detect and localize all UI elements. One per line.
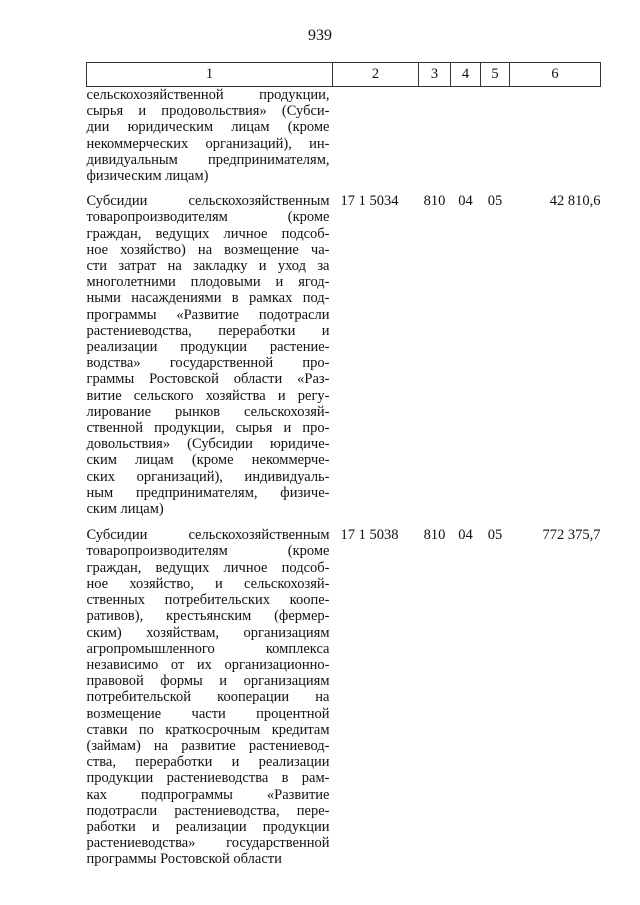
description-line: товаропроизводителям (кроме — [86, 543, 330, 560]
row-description — [87, 192, 333, 526]
column-header-5: 5 — [481, 63, 510, 87]
row-col5 — [481, 87, 510, 193]
row-col5: 05 — [487, 527, 503, 544]
column-header-2: 2 — [333, 63, 419, 87]
description-line: граждан, ведущих личное подсоб- — [86, 559, 330, 576]
row-code — [333, 87, 419, 193]
description-line: работки и реализации продукции — [86, 818, 330, 835]
row-amount — [510, 87, 601, 193]
budget-table — [86, 62, 601, 868]
description-line: довольствия» (Субсидии юридиче- — [86, 436, 330, 453]
row-description — [87, 526, 333, 867]
description-line: сырья и продовольствия» (Субси- — [86, 103, 330, 120]
row-col3: 810 — [423, 527, 446, 544]
description-line: ским лицам (кроме некоммерче- — [86, 452, 330, 469]
description-line: ным предпринимателям, физиче- — [86, 484, 330, 501]
description-line: многолетними плодовыми и ягод- — [86, 274, 330, 291]
description-line: сти затрат на закладку и уход за — [86, 258, 330, 275]
description-line: товаропроизводителям (кроме — [86, 209, 330, 226]
description-line: граммы Ростовской области «Раз- — [86, 371, 330, 388]
description-line: возмещение части процентной — [86, 705, 330, 722]
description-line: ное хозяйство, и сельскохозяй- — [86, 575, 330, 592]
description-line: программы «Развитие подотрасли — [86, 306, 330, 323]
page-number: 939 — [308, 27, 332, 44]
description-line: ским лицам) — [86, 501, 164, 518]
row-col5: 05 — [487, 193, 503, 210]
table-header — [87, 63, 601, 87]
description-line: потребительской кооперации на — [86, 689, 330, 706]
description-line: граждан, ведущих личное подсоб- — [86, 225, 330, 242]
description-line: продукции растениеводства в рам- — [86, 770, 330, 787]
description-line: ными насаждениями в рамках под- — [86, 290, 330, 307]
row-col3 — [419, 87, 451, 193]
description-line: ративов), крестьянским (фермер- — [86, 608, 330, 625]
column-header-6: 6 — [510, 63, 601, 87]
description-line: лирование рынков сельскохозяй- — [86, 403, 330, 420]
description-line: реализации продукции растение- — [86, 339, 330, 356]
row-amount: 42 810,6 — [549, 193, 601, 210]
description-line: ства, переработки и реализации — [86, 754, 330, 771]
row-col3: 810 — [423, 193, 446, 210]
description-line: ное хозяйство) на возмещение ча- — [86, 241, 330, 258]
description-line: правовой формы и организациям — [86, 673, 330, 690]
description-line: ках подпрограммы «Развитие — [86, 786, 330, 803]
description-line: витие сельского хозяйства и регу- — [86, 387, 330, 404]
description-line: (займам) на развитие растениевод- — [86, 737, 330, 754]
header-row — [87, 63, 601, 87]
description-line: подотрасли растениеводства, пере- — [86, 802, 330, 819]
row-code: 17 1 5034 — [340, 193, 399, 210]
description-line: дии юридическим лицам (кроме — [86, 119, 330, 136]
column-header-3: 3 — [419, 63, 451, 87]
description-line: растениеводства, переработки и — [86, 322, 330, 339]
description-line: ственных потребительских коопе- — [86, 592, 330, 609]
description-line: программы Ростовской области — [86, 851, 282, 868]
table-row — [87, 526, 601, 867]
description-line: сельскохозяйственной продукции, — [86, 87, 330, 103]
description-line: водства» государственной про- — [86, 355, 330, 372]
description-line: растениеводства» государственной — [86, 835, 330, 852]
row-col4 — [451, 87, 481, 193]
column-header-1: 1 — [87, 63, 333, 87]
column-header-4: 4 — [451, 63, 481, 87]
description-line: физическим лицам) — [86, 168, 209, 185]
table-row — [87, 87, 601, 193]
description-line: ставки по краткосрочным кредитам — [86, 721, 330, 738]
description-line: некоммерческих организаций), ин- — [86, 135, 330, 152]
description-line: ским) хозяйствам, организациям — [86, 624, 330, 641]
description-line: Субсидии сельскохозяйственным — [86, 527, 330, 544]
row-amount: 772 375,7 — [542, 527, 601, 544]
table-row — [87, 192, 601, 526]
table-body — [87, 87, 601, 868]
row-description — [87, 87, 333, 193]
description-line: дивидуальным предпринимателям, — [86, 151, 330, 168]
description-line: ских организаций), индивидуаль- — [86, 468, 330, 485]
description-line: независимо от их организационно- — [86, 656, 330, 673]
description-line: агропромышленного комплекса — [86, 640, 330, 657]
row-code: 17 1 5038 — [340, 527, 399, 544]
row-col4: 04 — [458, 193, 473, 210]
description-line: Субсидии сельскохозяйственным — [86, 193, 330, 210]
description-line: ственной продукции, сырья и про- — [86, 420, 330, 437]
row-col4: 04 — [458, 527, 473, 544]
